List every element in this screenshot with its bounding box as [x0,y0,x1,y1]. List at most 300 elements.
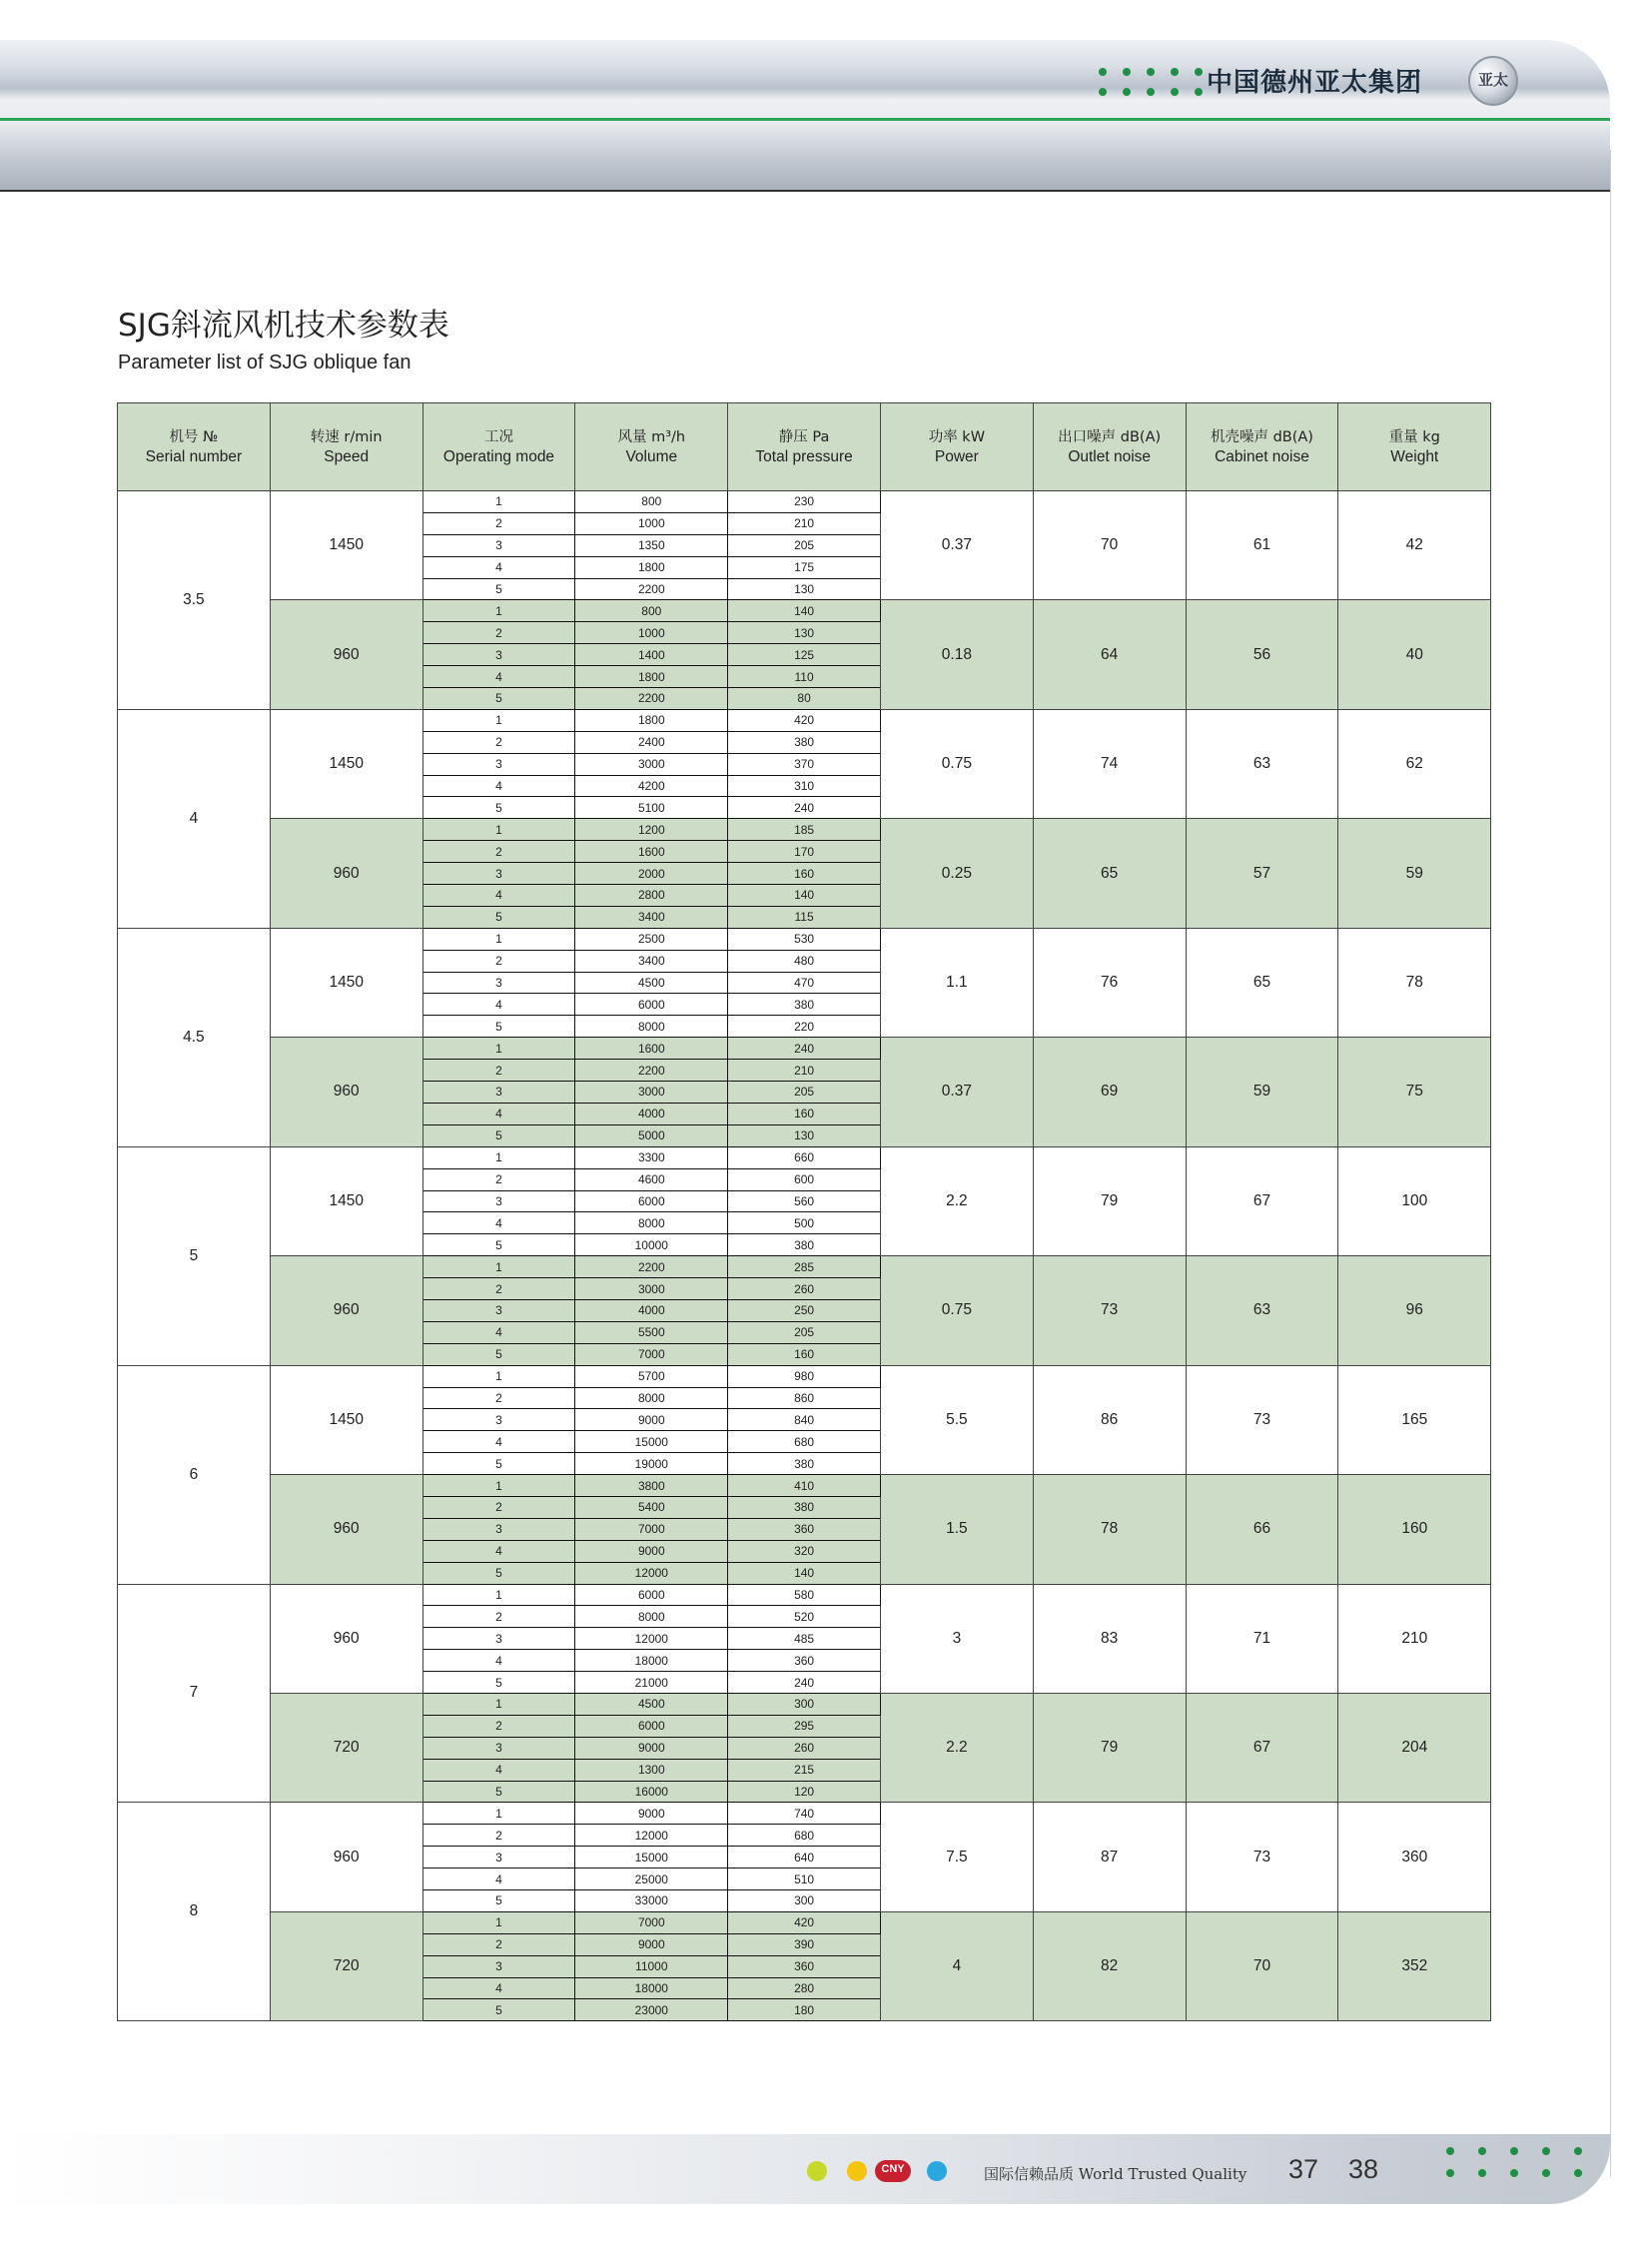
volume-cell: 5400 [575,1496,728,1518]
header-power-cn: 功率 kW [928,428,986,445]
mode-cell: 3 [422,1299,575,1321]
cabinet-noise-cell: 66 [1186,1475,1338,1584]
pressure-cell: 360 [728,1650,881,1672]
speed-cell: 720 [270,1693,422,1802]
pressure-cell: 485 [728,1628,881,1650]
mode-cell: 1 [422,1365,575,1387]
pressure-cell: 360 [728,1955,881,1977]
cabinet-noise-cell: 71 [1186,1584,1338,1693]
volume-cell: 4200 [575,775,728,797]
header-serial-en: Serial number [145,447,243,465]
header-mode-en: Operating mode [442,447,555,465]
header-weight-cn: 重量 kg [1388,428,1440,445]
volume-cell: 8000 [575,1387,728,1409]
outlet-noise-cell: 76 [1033,928,1186,1037]
header-weight [1338,403,1491,491]
pressure-cell: 205 [728,1082,881,1104]
header-volume-en: Volume [625,447,678,465]
mode-cell: 4 [422,556,575,578]
outlet-noise-cell: 64 [1033,600,1186,709]
header-outlet-noise [1033,403,1186,491]
pressure-cell: 170 [728,841,881,863]
mode-cell: 4 [422,1321,575,1343]
serial-number-cell: 7 [118,1584,271,1803]
footer-dot-blue [927,2161,947,2181]
outlet-noise-cell: 79 [1033,1693,1186,1802]
outlet-noise-cell: 86 [1033,1365,1186,1474]
mode-cell: 2 [422,1933,575,1955]
mode-cell: 4 [422,1103,575,1124]
outlet-noise-cell: 78 [1033,1475,1186,1584]
speed-cell: 1450 [270,491,422,600]
table-row [118,928,1491,950]
mode-cell: 1 [422,1911,575,1933]
volume-cell: 2200 [575,1060,728,1082]
pressure-cell: 160 [728,863,881,885]
serial-number-cell: 8 [118,1803,271,2021]
mode-cell: 5 [422,1453,575,1475]
footer-dot [1542,2169,1550,2177]
mode-cell: 5 [422,1343,575,1365]
mode-cell: 4 [422,1977,575,1999]
mode-cell: 5 [422,906,575,928]
volume-cell: 1300 [575,1759,728,1781]
mode-cell: 5 [422,797,575,819]
outlet-noise-cell: 83 [1033,1584,1186,1693]
table-row [118,819,1491,841]
weight-cell: 165 [1338,1365,1491,1474]
mode-cell: 5 [422,688,575,710]
pressure-cell: 180 [728,1999,881,2021]
weight-cell: 96 [1338,1256,1491,1365]
pressure-cell: 300 [728,1890,881,1912]
pressure-cell: 185 [728,819,881,841]
footer-dot [1478,2169,1486,2177]
pressure-cell: 380 [728,1234,881,1256]
volume-cell: 23000 [575,1999,728,2021]
footer-logo-text: CNY [881,2163,905,2175]
mode-cell: 3 [422,972,575,994]
mode-cell: 1 [422,819,575,841]
outlet-noise-cell: 79 [1033,1146,1186,1255]
table-row [118,1256,1491,1278]
brand-name: 中国德州亚太集团 [1207,68,1423,98]
footer-slogan: 国际信赖品质 World Trusted Quality [984,2165,1247,2183]
pressure-cell: 500 [728,1212,881,1234]
mode-cell: 3 [422,863,575,885]
table-row [118,491,1491,513]
pressure-cell: 220 [728,1016,881,1038]
pressure-cell: 560 [728,1190,881,1212]
mode-cell: 3 [422,534,575,556]
header-dot [1123,68,1131,76]
volume-cell: 1400 [575,644,728,666]
mode-cell: 5 [422,1672,575,1694]
pressure-cell: 260 [728,1278,881,1300]
weight-cell: 160 [1338,1475,1491,1584]
header-outlet-noise-en: Outlet noise [1068,447,1152,465]
header-green-line [0,118,1610,121]
power-cell: 7.5 [880,1803,1033,1911]
volume-cell: 4000 [575,1299,728,1321]
mode-cell: 1 [422,709,575,731]
serial-number-cell: 6 [118,1365,271,1584]
volume-cell: 8000 [575,1212,728,1234]
weight-cell: 40 [1338,600,1491,709]
cabinet-noise-cell: 61 [1186,491,1338,600]
mode-cell: 5 [422,578,575,600]
serial-number-cell: 3.5 [118,491,271,710]
pressure-cell: 600 [728,1168,881,1190]
speed-cell: 960 [270,1803,422,1911]
table-body [118,491,1491,2021]
pressure-cell: 240 [728,797,881,819]
speed-cell: 720 [270,1911,422,2020]
header-dark-line [0,190,1610,192]
pressure-cell: 520 [728,1606,881,1628]
speed-cell: 1450 [270,1146,422,1255]
mode-cell: 5 [422,1124,575,1146]
header-dot [1171,68,1179,76]
power-cell: 2.2 [880,1146,1033,1255]
pressure-cell: 80 [728,688,881,710]
mode-cell: 4 [422,1540,575,1562]
outlet-noise-cell: 73 [1033,1256,1186,1365]
footer-dot [1510,2147,1518,2155]
table-row [118,1365,1491,1387]
power-cell: 1.5 [880,1475,1033,1584]
header-dot [1099,68,1107,76]
pressure-cell: 205 [728,1321,881,1343]
page-title: SJG斜流风机技术参数表 [118,308,449,344]
mode-cell: 1 [422,1475,575,1497]
weight-cell: 100 [1338,1146,1491,1255]
pressure-cell: 510 [728,1868,881,1890]
volume-cell: 1200 [575,819,728,841]
footer-dot [1478,2147,1486,2155]
volume-cell: 6000 [575,1715,728,1737]
power-cell: 0.37 [880,1038,1033,1146]
pressure-cell: 280 [728,1977,881,1999]
cabinet-noise-cell: 70 [1186,1911,1338,2020]
mode-cell: 2 [422,1387,575,1409]
mode-cell: 3 [422,1082,575,1104]
mode-cell: 5 [422,1016,575,1038]
header-outlet-noise-cn: 出口噪声 dB(A) [1058,428,1162,445]
mode-cell: 4 [422,775,575,797]
header-pressure-en: Total pressure [755,447,853,465]
pressure-cell: 300 [728,1693,881,1715]
footer-brand-logo-icon [875,2160,911,2182]
footer-dot [1446,2169,1454,2177]
weight-cell: 59 [1338,819,1491,928]
header-mode [422,403,575,491]
cabinet-noise-cell: 59 [1186,1038,1338,1146]
header-volume [575,403,728,491]
pressure-cell: 380 [728,1453,881,1475]
volume-cell: 800 [575,491,728,513]
footer-dot [1574,2169,1582,2177]
pressure-cell: 120 [728,1781,881,1803]
weight-cell: 360 [1338,1803,1491,1911]
power-cell: 0.75 [880,709,1033,818]
mode-cell: 1 [422,1584,575,1606]
header-speed [270,403,422,491]
footer-dot-yellow-green [807,2161,827,2181]
mode-cell: 1 [422,600,575,622]
speed-cell: 960 [270,1038,422,1146]
pressure-cell: 740 [728,1803,881,1825]
volume-cell: 8000 [575,1606,728,1628]
pressure-cell: 360 [728,1518,881,1540]
pressure-cell: 530 [728,928,881,950]
volume-cell: 1600 [575,841,728,863]
pressure-cell: 370 [728,753,881,775]
speed-cell: 960 [270,1584,422,1693]
volume-cell: 2200 [575,1256,728,1278]
mode-cell: 4 [422,666,575,688]
header-pressure-cn: 静压 Pa [778,428,830,445]
volume-cell: 5100 [575,797,728,819]
mode-cell: 3 [422,1409,575,1431]
pressure-cell: 125 [728,644,881,666]
outlet-noise-cell: 82 [1033,1911,1186,2020]
pressure-cell: 110 [728,666,881,688]
power-cell: 3 [880,1584,1033,1693]
weight-cell: 42 [1338,491,1491,600]
mode-cell: 5 [422,1781,575,1803]
volume-cell: 5000 [575,1124,728,1146]
pressure-cell: 380 [728,731,881,753]
header-cabinet-noise [1186,403,1338,491]
speed-cell: 1450 [270,1365,422,1474]
volume-cell: 4500 [575,1693,728,1715]
header-weight-en: Weight [1390,447,1439,465]
page-subtitle: Parameter list of SJG oblique fan [118,352,412,374]
pressure-cell: 980 [728,1365,881,1387]
volume-cell: 3000 [575,1082,728,1104]
mode-cell: 4 [422,1759,575,1781]
volume-cell: 16000 [575,1781,728,1803]
mode-cell: 5 [422,1234,575,1256]
cabinet-noise-cell: 65 [1186,928,1338,1037]
volume-cell: 15000 [575,1847,728,1868]
volume-cell: 1800 [575,709,728,731]
mode-cell: 4 [422,1212,575,1234]
cabinet-noise-cell: 67 [1186,1693,1338,1802]
outlet-noise-cell: 87 [1033,1803,1186,1911]
mode-cell: 4 [422,885,575,907]
mode-cell: 3 [422,1847,575,1868]
mode-cell: 1 [422,1693,575,1715]
volume-cell: 9000 [575,1737,728,1759]
pressure-cell: 250 [728,1299,881,1321]
pressure-cell: 390 [728,1933,881,1955]
mode-cell: 2 [422,841,575,863]
weight-cell: 78 [1338,928,1491,1037]
cabinet-noise-cell: 73 [1186,1803,1338,1911]
volume-cell: 10000 [575,1234,728,1256]
pressure-cell: 260 [728,1737,881,1759]
volume-cell: 33000 [575,1890,728,1912]
volume-cell: 21000 [575,1672,728,1694]
volume-cell: 3000 [575,753,728,775]
mode-cell: 2 [422,622,575,644]
volume-cell: 4500 [575,972,728,994]
mode-cell: 2 [422,950,575,972]
volume-cell: 18000 [575,1650,728,1672]
pressure-cell: 160 [728,1103,881,1124]
mode-cell: 2 [422,512,575,534]
pressure-cell: 660 [728,1146,881,1168]
pressure-cell: 380 [728,1496,881,1518]
header-band [0,40,1610,190]
pressure-cell: 215 [728,1759,881,1781]
pressure-cell: 285 [728,1256,881,1278]
pressure-cell: 860 [728,1387,881,1409]
pressure-cell: 680 [728,1825,881,1847]
volume-cell: 2400 [575,731,728,753]
volume-cell: 12000 [575,1628,728,1650]
footer-dot [1542,2147,1550,2155]
table-row [118,1911,1491,1933]
power-cell: 5.5 [880,1365,1033,1474]
mode-cell: 3 [422,1628,575,1650]
volume-cell: 2200 [575,578,728,600]
cabinet-noise-cell: 63 [1186,1256,1338,1365]
volume-cell: 19000 [575,1453,728,1475]
speed-cell: 960 [270,819,422,928]
volume-cell: 1000 [575,512,728,534]
mode-cell: 3 [422,1190,575,1212]
mode-cell: 2 [422,1060,575,1082]
table-row [118,1803,1491,1825]
pressure-cell: 240 [728,1038,881,1060]
mode-cell: 1 [422,1803,575,1825]
header-dot [1147,68,1155,76]
mode-cell: 2 [422,1606,575,1628]
page-edge-line [1610,150,1611,2177]
pressure-cell: 205 [728,534,881,556]
volume-cell: 2800 [575,885,728,907]
pressure-cell: 420 [728,1911,881,1933]
mode-cell: 3 [422,1518,575,1540]
parameter-table [117,402,1491,2021]
speed-cell: 960 [270,1256,422,1365]
mode-cell: 3 [422,753,575,775]
table-row [118,1584,1491,1606]
pressure-cell: 130 [728,578,881,600]
volume-cell: 2500 [575,928,728,950]
mode-cell: 1 [422,1256,575,1278]
mode-cell: 2 [422,1825,575,1847]
volume-cell: 7000 [575,1518,728,1540]
mode-cell: 2 [422,1168,575,1190]
volume-cell: 1800 [575,666,728,688]
outlet-noise-cell: 74 [1033,709,1186,818]
power-cell: 2.2 [880,1693,1033,1802]
mode-cell: 4 [422,1431,575,1453]
volume-cell: 6000 [575,994,728,1016]
volume-cell: 12000 [575,1825,728,1847]
pressure-cell: 130 [728,622,881,644]
header-pressure [728,403,881,491]
mode-cell: 2 [422,1715,575,1737]
volume-cell: 800 [575,600,728,622]
volume-cell: 7000 [575,1343,728,1365]
serial-number-cell: 4.5 [118,928,271,1146]
volume-cell: 1800 [575,556,728,578]
header-dot [1123,88,1131,96]
cabinet-noise-cell: 63 [1186,709,1338,818]
pressure-cell: 160 [728,1343,881,1365]
power-cell: 4 [880,1911,1033,2020]
pressure-cell: 295 [728,1715,881,1737]
volume-cell: 25000 [575,1868,728,1890]
pressure-cell: 310 [728,775,881,797]
header-dot [1147,88,1155,96]
power-cell: 0.25 [880,819,1033,928]
header-mode-cn: 工况 [483,428,513,445]
pressure-cell: 640 [728,1847,881,1868]
volume-cell: 4600 [575,1168,728,1190]
mode-cell: 3 [422,644,575,666]
power-cell: 1.1 [880,928,1033,1037]
volume-cell: 11000 [575,1955,728,1977]
volume-cell: 18000 [575,1977,728,1999]
volume-cell: 3000 [575,1278,728,1300]
volume-cell: 1000 [575,622,728,644]
pressure-cell: 420 [728,709,881,731]
outlet-noise-cell: 69 [1033,1038,1186,1146]
power-cell: 0.75 [880,1256,1033,1365]
volume-cell: 3400 [575,906,728,928]
volume-cell: 12000 [575,1562,728,1584]
volume-cell: 4000 [575,1103,728,1124]
header-dot [1195,88,1203,96]
header-speed-cn: 转速 r/min [310,428,383,445]
speed-cell: 1450 [270,709,422,818]
volume-cell: 3800 [575,1475,728,1497]
mode-cell: 5 [422,1999,575,2021]
header-volume-cn: 风量 m³/h [617,428,686,445]
serial-number-cell: 4 [118,709,271,928]
mode-cell: 2 [422,731,575,753]
pressure-cell: 130 [728,1124,881,1146]
pressure-cell: 240 [728,1672,881,1694]
table-row [118,1475,1491,1497]
volume-cell: 2200 [575,688,728,710]
volume-cell: 1350 [575,534,728,556]
volume-cell: 8000 [575,1016,728,1038]
volume-cell: 6000 [575,1190,728,1212]
mode-cell: 4 [422,1868,575,1890]
mode-cell: 4 [422,1650,575,1672]
volume-cell: 3400 [575,950,728,972]
table-row [118,1146,1491,1168]
mode-cell: 1 [422,1038,575,1060]
pressure-cell: 680 [728,1431,881,1453]
table-row [118,1693,1491,1715]
volume-cell: 9000 [575,1540,728,1562]
brand-logo-icon [1468,56,1518,106]
page-number-right: 38 [1348,2154,1379,2184]
mode-cell: 1 [422,1146,575,1168]
volume-cell: 9000 [575,1933,728,1955]
weight-cell: 62 [1338,709,1491,818]
header-cabinet-noise-cn: 机壳噪声 dB(A) [1210,428,1313,445]
volume-cell: 9000 [575,1409,728,1431]
